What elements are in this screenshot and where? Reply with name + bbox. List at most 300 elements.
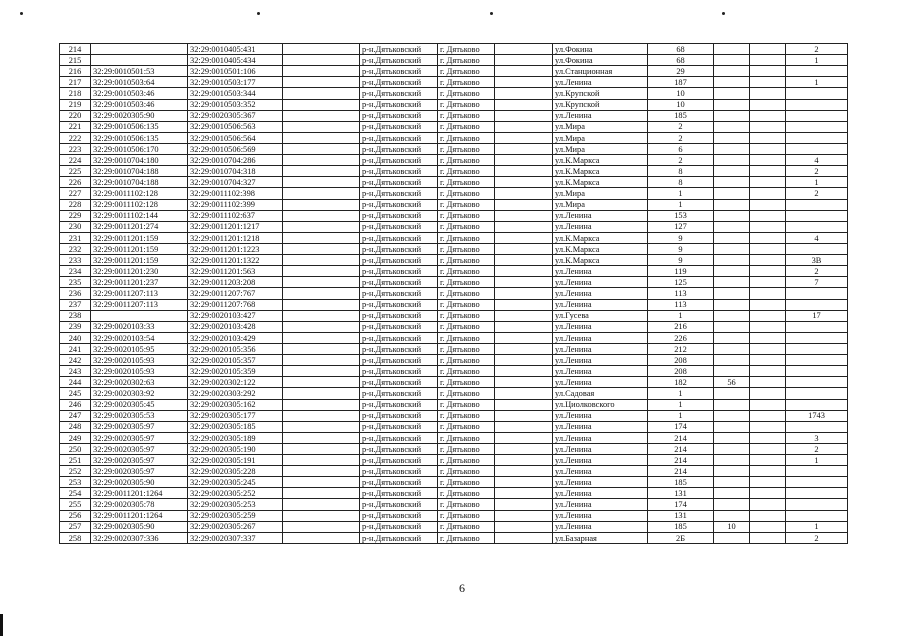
row-number-cell: 222 [60,132,91,143]
street-cell: ул.Мира [553,121,648,132]
street-cell: ул.Ленина [553,466,648,477]
row-number-cell: 234 [60,266,91,277]
house-number-cell: 2Б [648,532,714,543]
city-cell: г. Дятьково [438,510,495,521]
house-number-cell: 208 [648,355,714,366]
house-number-cell: 1 [648,310,714,321]
apartment-number-cell: 2 [786,166,848,177]
city-cell: г. Дятьково [438,432,495,443]
street-cell: ул.Мира [553,132,648,143]
city-cell: г. Дятьково [438,377,495,388]
apartment-number-cell [786,477,848,488]
blank-cell-cell [750,299,786,310]
row-number-cell: 216 [60,66,91,77]
house-number-cell: 208 [648,366,714,377]
table-row [60,255,848,266]
parent-cadastral-number-cell: 32:29:0010503:46 [91,99,188,110]
city-cell: г. Дятьково [438,310,495,321]
row-number-cell: 247 [60,410,91,421]
house-number-cell: 125 [648,277,714,288]
street-cell: ул.К.Маркса [553,166,648,177]
blank-cell-cell [283,143,360,154]
parent-cadastral-number-cell: 32:29:0020305:97 [91,421,188,432]
table-row [60,455,848,466]
table-row [60,477,848,488]
apartment-number-cell: 1 [786,521,848,532]
apartment-number-cell [786,388,848,399]
cadastral-number-cell: 32:29:0020103:428 [188,321,283,332]
apartment-number-cell [786,110,848,121]
district-cell: р-н.Дятьковский [360,155,438,166]
blank-cell-cell [495,210,553,221]
street-cell: ул.Ленина [553,288,648,299]
blank-cell-cell [283,232,360,243]
row-number-cell: 235 [60,277,91,288]
row-number-cell: 225 [60,166,91,177]
table-row [60,355,848,366]
house-number-cell: 2 [648,132,714,143]
blank-cell-cell [283,499,360,510]
apartment-number-cell: 1 [786,55,848,66]
table-row [60,521,848,532]
district-cell: р-н.Дятьковский [360,177,438,188]
apartment-number-cell [786,421,848,432]
city-cell: г. Дятьково [438,410,495,421]
district-cell: р-н.Дятьковский [360,499,438,510]
cadastral-number-cell: 32:29:0020105:357 [188,355,283,366]
city-cell: г. Дятьково [438,121,495,132]
house-number-cell: 8 [648,166,714,177]
city-cell: г. Дятьково [438,77,495,88]
street-cell: ул.Ленина [553,421,648,432]
street-cell: ул.Базарная [553,532,648,543]
blank-cell-cell [495,499,553,510]
table-row [60,488,848,499]
apartment-number-cell [786,510,848,521]
cadastral-number-cell: 32:29:0010503:177 [188,77,283,88]
building-number-cell [714,443,750,454]
row-number-cell: 227 [60,188,91,199]
district-cell: р-н.Дятьковский [360,366,438,377]
street-cell: ул.Мира [553,199,648,210]
city-cell: г. Дятьково [438,188,495,199]
page-number: 6 [459,581,465,595]
house-number-cell: 185 [648,521,714,532]
parent-cadastral-number-cell: 32:29:0011201:230 [91,266,188,277]
apartment-number-cell [786,321,848,332]
parent-cadastral-number-cell: 32:29:0020305:78 [91,499,188,510]
table-row [60,310,848,321]
district-cell: р-н.Дятьковский [360,299,438,310]
cadastral-number-cell: 32:29:0011201:1218 [188,232,283,243]
house-number-cell: 1 [648,410,714,421]
street-cell: ул.Ленина [553,443,648,454]
parent-cadastral-number-cell: 32:29:0020305:90 [91,477,188,488]
parent-cadastral-number-cell: 32:29:0020305:90 [91,521,188,532]
district-cell: р-н.Дятьковский [360,343,438,354]
blank-cell-cell [750,532,786,543]
blank-cell-cell [495,388,553,399]
blank-cell-cell [750,288,786,299]
building-number-cell [714,321,750,332]
blank-cell-cell [495,355,553,366]
parent-cadastral-number-cell: 32:29:0020305:53 [91,410,188,421]
blank-cell-cell [495,288,553,299]
building-number-cell [714,66,750,77]
table-row [60,77,848,88]
apartment-number-cell: 1 [786,455,848,466]
house-number-cell: 212 [648,343,714,354]
district-cell: р-н.Дятьковский [360,288,438,299]
blank-cell-cell [495,377,553,388]
blank-cell-cell [283,88,360,99]
row-number-cell: 246 [60,399,91,410]
cadastral-number-cell: 32:29:0020103:427 [188,310,283,321]
street-cell: ул.Ленина [553,343,648,354]
blank-cell-cell [750,110,786,121]
blank-cell-cell [495,343,553,354]
register-table-body [60,44,848,544]
house-number-cell: 2 [648,155,714,166]
blank-cell-cell [750,466,786,477]
scan-dot [722,12,725,15]
table-row [60,55,848,66]
cadastral-number-cell: 32:29:0020105:359 [188,366,283,377]
row-number-cell: 248 [60,421,91,432]
table-row [60,377,848,388]
row-number-cell: 238 [60,310,91,321]
row-number-cell: 236 [60,288,91,299]
blank-cell-cell [283,532,360,543]
street-cell: ул.Ленина [553,499,648,510]
building-number-cell [714,177,750,188]
parent-cadastral-number-cell: 32:29:0010506:170 [91,143,188,154]
city-cell: г. Дятьково [438,155,495,166]
parent-cadastral-number-cell: 32:29:0011201:1264 [91,488,188,499]
blank-cell-cell [495,466,553,477]
street-cell: ул.Фокина [553,55,648,66]
blank-cell-cell [283,399,360,410]
blank-cell-cell [750,166,786,177]
row-number-cell: 217 [60,77,91,88]
blank-cell-cell [495,277,553,288]
blank-cell-cell [283,466,360,477]
apartment-number-cell: 2 [786,188,848,199]
blank-cell-cell [283,177,360,188]
building-number-cell [714,166,750,177]
district-cell: р-н.Дятьковский [360,199,438,210]
parent-cadastral-number-cell: 32:29:0020305:97 [91,455,188,466]
cadastral-number-cell: 32:29:0010506:563 [188,121,283,132]
building-number-cell [714,421,750,432]
blank-cell-cell [495,188,553,199]
blank-cell-cell [495,66,553,77]
city-cell: г. Дятьково [438,477,495,488]
blank-cell-cell [495,155,553,166]
blank-cell-cell [283,155,360,166]
parent-cadastral-number-cell [91,310,188,321]
blank-cell-cell [750,177,786,188]
cadastral-number-cell: 32:29:0020305:162 [188,399,283,410]
cadastral-number-cell: 32:29:0010506:569 [188,143,283,154]
blank-cell-cell [283,221,360,232]
city-cell: г. Дятьково [438,499,495,510]
blank-cell-cell [495,366,553,377]
street-cell: ул.Ленина [553,277,648,288]
blank-cell-cell [750,266,786,277]
blank-cell-cell [750,421,786,432]
house-number-cell: 174 [648,499,714,510]
blank-cell-cell [750,355,786,366]
blank-cell-cell [750,310,786,321]
house-number-cell: 113 [648,288,714,299]
row-number-cell: 224 [60,155,91,166]
house-number-cell: 185 [648,110,714,121]
parent-cadastral-number-cell: 32:29:0010704:188 [91,166,188,177]
table-row [60,132,848,143]
city-cell: г. Дятьково [438,466,495,477]
street-cell: ул.Ленина [553,321,648,332]
street-cell: ул.Мира [553,188,648,199]
table-row [60,66,848,77]
parent-cadastral-number-cell: 32:29:0020103:54 [91,332,188,343]
building-number-cell [714,132,750,143]
building-number-cell [714,399,750,410]
house-number-cell: 187 [648,77,714,88]
building-number-cell [714,221,750,232]
city-cell: г. Дятьково [438,177,495,188]
parent-cadastral-number-cell [91,55,188,66]
city-cell: г. Дятьково [438,366,495,377]
blank-cell-cell [495,321,553,332]
apartment-number-cell [786,66,848,77]
street-cell: ул.К.Маркса [553,232,648,243]
city-cell: г. Дятьково [438,110,495,121]
parent-cadastral-number-cell: 32:29:0010704:180 [91,155,188,166]
row-number-cell: 242 [60,355,91,366]
table-row [60,466,848,477]
district-cell: р-н.Дятьковский [360,410,438,421]
blank-cell-cell [283,521,360,532]
cadastral-number-cell: 32:29:0010405:434 [188,55,283,66]
district-cell: р-н.Дятьковский [360,532,438,543]
city-cell: г. Дятьково [438,521,495,532]
cadastral-number-cell: 32:29:0011207:768 [188,299,283,310]
blank-cell-cell [495,443,553,454]
street-cell: ул.К.Маркса [553,243,648,254]
blank-cell-cell [495,44,553,55]
street-cell: ул.Мира [553,143,648,154]
house-number-cell: 214 [648,443,714,454]
cadastral-number-cell: 32:29:0020302:122 [188,377,283,388]
district-cell: р-н.Дятьковский [360,277,438,288]
city-cell: г. Дятьково [438,399,495,410]
blank-cell-cell [750,232,786,243]
city-cell: г. Дятьково [438,143,495,154]
table-row [60,343,848,354]
blank-cell-cell [750,88,786,99]
cadastral-number-cell: 32:29:0020303:292 [188,388,283,399]
apartment-number-cell: 3В [786,255,848,266]
cadastral-number-cell: 32:29:0010503:352 [188,99,283,110]
street-cell: ул.Ленина [553,510,648,521]
district-cell: р-н.Дятьковский [360,255,438,266]
table-row [60,532,848,543]
apartment-number-cell [786,243,848,254]
street-cell: ул.Крупской [553,88,648,99]
street-cell: ул.Ленина [553,77,648,88]
street-cell: ул.Ленина [553,455,648,466]
parent-cadastral-number-cell: 32:29:0011102:144 [91,210,188,221]
cadastral-number-cell: 32:29:0020305:267 [188,521,283,532]
table-row [60,277,848,288]
apartment-number-cell [786,121,848,132]
district-cell: р-н.Дятьковский [360,77,438,88]
building-number-cell [714,110,750,121]
district-cell: р-н.Дятьковский [360,110,438,121]
table-row [60,99,848,110]
row-number-cell: 231 [60,232,91,243]
blank-cell-cell [495,143,553,154]
building-number-cell [714,366,750,377]
blank-cell-cell [495,410,553,421]
blank-cell-cell [283,199,360,210]
house-number-cell: 131 [648,510,714,521]
blank-cell-cell [283,477,360,488]
blank-cell-cell [750,388,786,399]
blank-cell-cell [495,221,553,232]
blank-cell-cell [495,243,553,254]
blank-cell-cell [750,66,786,77]
blank-cell-cell [283,277,360,288]
cadastral-number-cell: 32:29:0011201:563 [188,266,283,277]
parent-cadastral-number-cell: 32:29:0011201:1264 [91,510,188,521]
blank-cell-cell [283,510,360,521]
parent-cadastral-number-cell: 32:29:0011201:159 [91,232,188,243]
row-number-cell: 214 [60,44,91,55]
blank-cell-cell [495,488,553,499]
blank-cell-cell [495,399,553,410]
blank-cell-cell [283,488,360,499]
apartment-number-cell [786,332,848,343]
street-cell: ул.Ленина [553,332,648,343]
blank-cell-cell [750,132,786,143]
row-number-cell: 241 [60,343,91,354]
scan-dot [490,12,493,15]
blank-cell-cell [495,121,553,132]
house-number-cell: 113 [648,299,714,310]
building-number-cell [714,499,750,510]
house-number-cell: 182 [648,377,714,388]
blank-cell-cell [283,121,360,132]
parent-cadastral-number-cell: 32:29:0011207:113 [91,288,188,299]
cadastral-number-cell: 32:29:0020305:191 [188,455,283,466]
apartment-number-cell [786,488,848,499]
building-number-cell [714,388,750,399]
apartment-number-cell [786,343,848,354]
blank-cell-cell [283,421,360,432]
parent-cadastral-number-cell: 32:29:0020305:45 [91,399,188,410]
building-number-cell [714,332,750,343]
row-number-cell: 252 [60,466,91,477]
row-number-cell: 219 [60,99,91,110]
city-cell: г. Дятьково [438,421,495,432]
row-number-cell: 256 [60,510,91,521]
cadastral-number-cell: 32:29:0020305:177 [188,410,283,421]
apartment-number-cell [786,399,848,410]
street-cell: ул.Ленина [553,210,648,221]
apartment-number-cell [786,99,848,110]
blank-cell-cell [495,199,553,210]
street-cell: ул.Крупской [553,99,648,110]
city-cell: г. Дятьково [438,288,495,299]
blank-cell-cell [750,155,786,166]
blank-cell-cell [283,66,360,77]
blank-cell-cell [283,455,360,466]
district-cell: р-н.Дятьковский [360,232,438,243]
district-cell: р-н.Дятьковский [360,377,438,388]
blank-cell-cell [495,255,553,266]
blank-cell-cell [750,99,786,110]
city-cell: г. Дятьково [438,221,495,232]
table-row [60,210,848,221]
building-number-cell [714,55,750,66]
apartment-number-cell: 2 [786,44,848,55]
table-row [60,188,848,199]
blank-cell-cell [495,521,553,532]
city-cell: г. Дятьково [438,277,495,288]
street-cell: ул.Ленина [553,521,648,532]
apartment-number-cell [786,88,848,99]
row-number-cell: 251 [60,455,91,466]
apartment-number-cell [786,132,848,143]
blank-cell-cell [750,55,786,66]
city-cell: г. Дятьково [438,299,495,310]
row-number-cell: 239 [60,321,91,332]
parent-cadastral-number-cell: 32:29:0020105:93 [91,355,188,366]
table-row [60,199,848,210]
table-row [60,432,848,443]
blank-cell-cell [750,510,786,521]
row-number-cell: 245 [60,388,91,399]
district-cell: р-н.Дятьковский [360,521,438,532]
parent-cadastral-number-cell: 32:29:0020305:90 [91,110,188,121]
table-row [60,143,848,154]
blank-cell-cell [283,266,360,277]
parent-cadastral-number-cell: 32:29:0020305:97 [91,466,188,477]
cadastral-number-cell: 32:29:0011201:1223 [188,243,283,254]
district-cell: р-н.Дятьковский [360,188,438,199]
district-cell: р-н.Дятьковский [360,221,438,232]
blank-cell-cell [495,110,553,121]
city-cell: г. Дятьково [438,266,495,277]
city-cell: г. Дятьково [438,321,495,332]
city-cell: г. Дятьково [438,44,495,55]
table-row [60,366,848,377]
row-number-cell: 226 [60,177,91,188]
blank-cell-cell [283,410,360,421]
blank-cell-cell [495,477,553,488]
row-number-cell: 223 [60,143,91,154]
house-number-cell: 8 [648,177,714,188]
house-number-cell: 214 [648,466,714,477]
blank-cell-cell [495,510,553,521]
blank-cell-cell [283,388,360,399]
district-cell: р-н.Дятьковский [360,477,438,488]
cadastral-number-cell: 32:29:0020305:190 [188,443,283,454]
district-cell: р-н.Дятьковский [360,488,438,499]
district-cell: р-н.Дятьковский [360,44,438,55]
